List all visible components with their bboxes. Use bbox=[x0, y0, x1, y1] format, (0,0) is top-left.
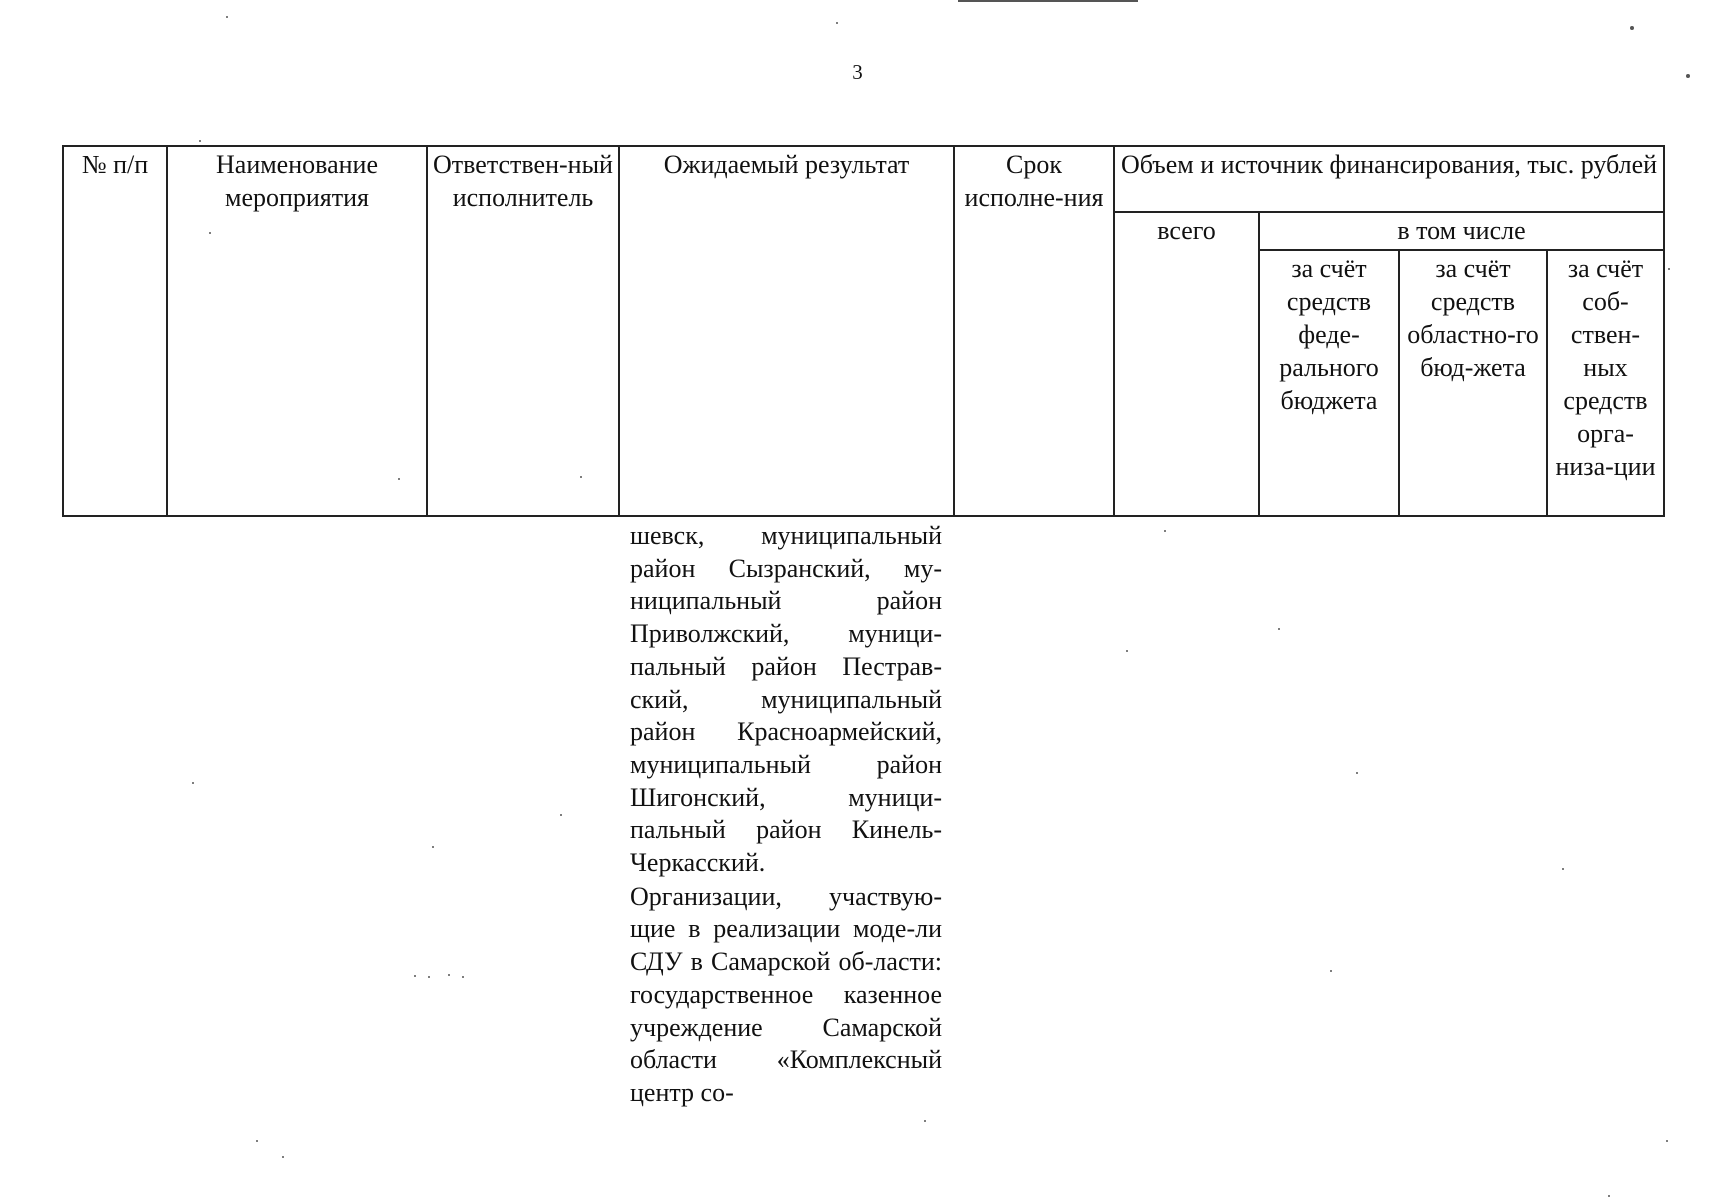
top-edge-mark bbox=[958, 0, 1138, 2]
column-name-header: Наименование мероприятия bbox=[167, 146, 427, 516]
scan-speck bbox=[1666, 1140, 1668, 1142]
scan-speck bbox=[1668, 268, 1670, 270]
scan-speck bbox=[448, 974, 450, 976]
scan-speck bbox=[209, 232, 211, 234]
expected-result-continuation bbox=[630, 520, 942, 1110]
scan-speck bbox=[256, 1140, 258, 1142]
scan-speck bbox=[192, 782, 194, 784]
column-responsible-header: Ответствен-ный исполнитель bbox=[427, 146, 619, 516]
result-paragraph-organizations: Организации, участвую-щие в реализации моде-ли СДУ в Самарской об-ласти: государственное казенное учреждение Самарской области «Комплексный центр со- bbox=[630, 881, 942, 1107]
scan-speck bbox=[1330, 970, 1332, 972]
scan-speck bbox=[199, 140, 201, 142]
scan-speck bbox=[1562, 868, 1564, 870]
column-federal-header: за счёт средств феде-рального бюджета bbox=[1259, 250, 1399, 516]
column-funding-header: Объем и источник финансирования, тыс. рублей bbox=[1114, 146, 1664, 212]
column-including-header: в том числе bbox=[1259, 212, 1664, 250]
scan-speck bbox=[462, 976, 464, 978]
scan-speck bbox=[560, 814, 562, 816]
scan-speck bbox=[1630, 26, 1634, 30]
scan-speck bbox=[1278, 628, 1280, 630]
scan-speck bbox=[1356, 772, 1358, 774]
scan-speck bbox=[1126, 650, 1128, 652]
scan-speck bbox=[580, 476, 582, 478]
scan-speck bbox=[398, 478, 400, 480]
scan-speck bbox=[414, 975, 416, 977]
result-paragraph-districts: шевск, муниципальный район Сызранский, му-ниципальный район Приволжский, муници-пальный район Пестрав-ский, муниципальный район Красноармейский, муниципальный район Шигонский, муници-пальный район Кинель-Черкасский. bbox=[630, 521, 942, 878]
column-own-funds-header: за счёт соб-ствен-ных средств орга-низа-ции bbox=[1547, 250, 1664, 516]
scan-speck bbox=[428, 976, 430, 978]
scan-speck bbox=[1686, 74, 1690, 78]
scan-speck bbox=[226, 16, 228, 18]
scan-speck bbox=[836, 22, 838, 24]
scan-speck bbox=[1164, 530, 1166, 532]
column-regional-header: за счёт средств областно-го бюд-жета bbox=[1399, 250, 1547, 516]
scan-speck bbox=[1608, 1195, 1610, 1197]
scan-speck bbox=[432, 846, 434, 848]
page-number: 3 bbox=[852, 60, 863, 84]
funding-plan-table-header bbox=[62, 145, 1665, 517]
column-total-header: всего bbox=[1114, 212, 1259, 516]
column-result-header: Ожидаемый результат bbox=[619, 146, 954, 516]
column-number-header: № п/п bbox=[63, 146, 167, 516]
scan-speck bbox=[924, 1120, 926, 1122]
scan-speck bbox=[282, 1156, 284, 1158]
column-deadline-header: Срок исполне-ния bbox=[954, 146, 1114, 516]
